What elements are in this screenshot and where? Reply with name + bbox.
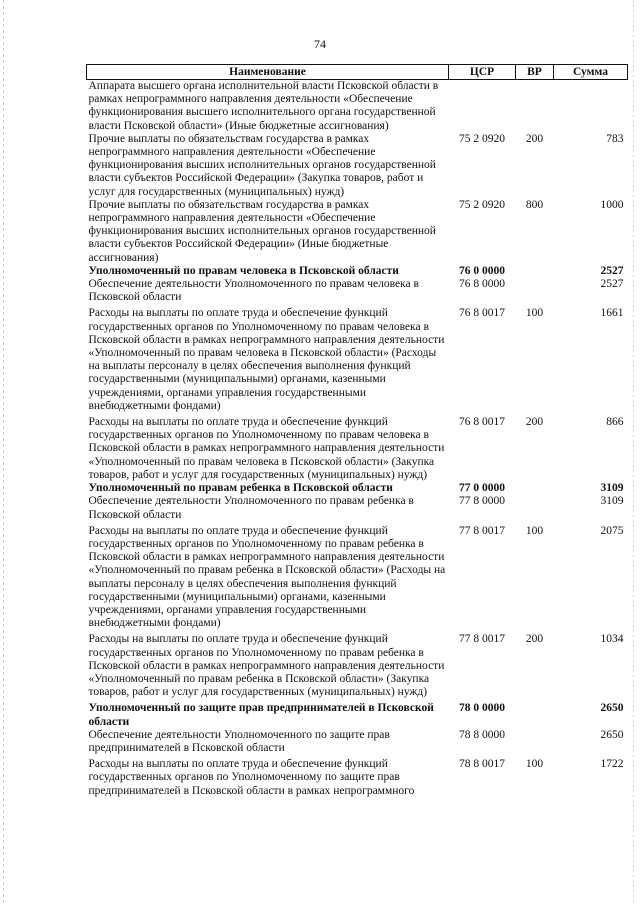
page-number: 74 <box>314 37 326 51</box>
cell-sum: 2527 <box>600 264 624 277</box>
cell-name: Расходы на выплаты по оплате труда и обеспечение функций государственных органов по Уполномоченному по правам человека в Псковской области в рамках непрограммного направления деятельности «Уполномоченный по правам человека в Псковской области» (Закупка товаров, работ и услуг для государственных (муниципальных) нужд) <box>88 416 445 481</box>
cell-vr <box>516 80 554 133</box>
cell-csr: 76 0 0000 <box>459 264 505 277</box>
cell-csr: 77 0 0000 <box>459 482 505 495</box>
cell-sum: 1661 <box>600 307 624 320</box>
cell-vr: 800 <box>525 198 544 211</box>
cell-sum: 2650 <box>600 728 624 741</box>
cell-csr: 78 8 0000 <box>459 728 505 741</box>
cell-name: Обеспечение деятельности Уполномоченного по правам ребенка в Псковской области <box>88 495 414 521</box>
cell-vr: 200 <box>525 416 544 429</box>
cell-csr: 75 2 0920 <box>459 198 505 211</box>
table-section-row <box>87 699 628 728</box>
cell-vr <box>516 278 554 304</box>
cell-sum: 1034 <box>600 633 624 646</box>
header-csr: ЦСР <box>449 65 516 80</box>
header-sum: Сумма <box>554 65 628 80</box>
cell-sum: 3109 <box>600 482 624 495</box>
cell-vr: 100 <box>525 758 544 771</box>
cell-vr: 100 <box>525 307 544 320</box>
cell-csr <box>449 80 516 133</box>
cell-csr: 77 8 0017 <box>459 524 505 537</box>
scan-edge-left <box>3 0 4 905</box>
cell-csr: 78 8 0017 <box>459 758 505 771</box>
table-row <box>87 729 628 755</box>
cell-sum: 783 <box>606 132 624 145</box>
cell-vr: 200 <box>525 132 544 145</box>
table-section-row <box>87 265 628 278</box>
cell-name: Уполномоченный по правам человека в Псковской области <box>88 264 399 277</box>
table-header-row <box>87 65 628 80</box>
table-row <box>87 413 628 482</box>
table-row <box>87 495 628 521</box>
cell-csr: 77 8 0000 <box>459 495 505 508</box>
table-row <box>87 304 628 413</box>
cell-sum: 2527 <box>600 278 624 291</box>
cell-name: Обеспечение деятельности Уполномоченного по правам человека в Псковской области <box>88 278 419 304</box>
cell-name: Расходы на выплаты по оплате труда и обеспечение функций государственных органов по Уполномоченному по защите прав предпринимателей в Псковской области в рамках непрограммного <box>88 758 415 797</box>
table-row <box>87 199 628 265</box>
cell-name: Расходы на выплаты по оплате труда и обеспечение функций государственных органов по Уполномоченному по правам ребенка в Псковской области в рамках непрограммного направления деятельности «Уполномоченный по правам ребенка в Псковской области» (Расходы на выплаты персоналу в целях обеспечения выполнения функций государственными (муниципальными) органами, казенными учреждениями, органами управления государственными внебюджетными фондами) <box>88 524 446 630</box>
cell-vr <box>516 729 554 755</box>
table-row <box>87 278 628 304</box>
table-row <box>87 755 628 798</box>
cell-name: Прочие выплаты по обязательствам государства в рамках непрограммного направления деятельности «Обеспечение функционирования высших исполнительных органов государственной власти субъектов Российской Федерации» (Закупка товаров, работ и услуг для государственных (муниципальных) нужд) <box>88 132 436 198</box>
scan-edge-right <box>633 0 634 905</box>
cell-csr: 77 8 0017 <box>459 633 505 646</box>
cell-name: Обеспечение деятельности Уполномоченного по защите прав предпринимателей в Псковской области <box>88 728 390 754</box>
cell-sum: 1000 <box>600 198 624 211</box>
cell-vr <box>516 265 554 278</box>
cell-sum: 2075 <box>600 524 624 537</box>
cell-csr: 76 8 0017 <box>459 416 505 429</box>
cell-vr <box>516 495 554 521</box>
cell-name: Расходы на выплаты по оплате труда и обеспечение функций государственных органов по Уполномоченному по правам человека в Псковской области в рамках непрограммного направления деятельности «Уполномоченный по правам человека в Псковской области» (Расходы на выплаты персоналу в целях обеспечения выполнения функций государственными (муниципальными) органами, казенными учреждениями, органами управления государственными внебюджетными фондами) <box>88 307 445 412</box>
table-row <box>87 80 628 133</box>
table-row <box>87 630 628 699</box>
cell-name: Аппарата высшего органа исполнительной власти Псковской области в рамках непрограммного направления деятельности «Обеспечение функционирования высшего исполнительного органа государственной власти Псковской области» (Иные бюджетные ассигнования) <box>88 80 439 132</box>
table-section-row <box>87 482 628 495</box>
cell-csr: 76 8 0000 <box>459 278 505 291</box>
table-row <box>87 133 628 199</box>
cell-sum: 866 <box>606 416 624 429</box>
cell-sum: 3109 <box>600 495 624 508</box>
cell-name: Уполномоченный по правам ребенка в Псковской области <box>88 482 393 495</box>
cell-name: Прочие выплаты по обязательствам государства в рамках непрограммного направления деятельности «Обеспечение функционирования высших исполнительных органов государственной власти субъектов Российской Федерации» (Иные бюджетные ассигнования) <box>88 198 436 264</box>
cell-vr <box>516 699 554 728</box>
header-vr: ВР <box>516 65 554 80</box>
cell-name: Расходы на выплаты по оплате труда и обеспечение функций государственных органов по Уполномоченному по правам ребенка в Псковской области в рамках непрограммного направления деятельности «Уполномоченный по правам ребенка в Псковской области» (Закупка товаров, работ и услуг для государственных (муниципальных) нужд) <box>88 633 445 699</box>
cell-csr: 78 0 0000 <box>459 702 505 715</box>
cell-sum: 1722 <box>600 758 624 771</box>
cell-csr: 75 2 0920 <box>459 132 505 145</box>
cell-vr: 200 <box>525 633 544 646</box>
cell-csr: 76 8 0017 <box>459 307 505 320</box>
cell-sum: 2650 <box>600 702 624 715</box>
cell-vr: 100 <box>525 524 544 537</box>
table-row <box>87 522 628 631</box>
budget-table <box>86 64 628 798</box>
cell-sum <box>554 80 628 133</box>
cell-name: Уполномоченный по защите прав предпринимателей в Псковской области <box>88 702 434 728</box>
cell-vr <box>516 482 554 495</box>
header-name: Наименование <box>87 65 449 80</box>
table-body <box>87 80 628 798</box>
